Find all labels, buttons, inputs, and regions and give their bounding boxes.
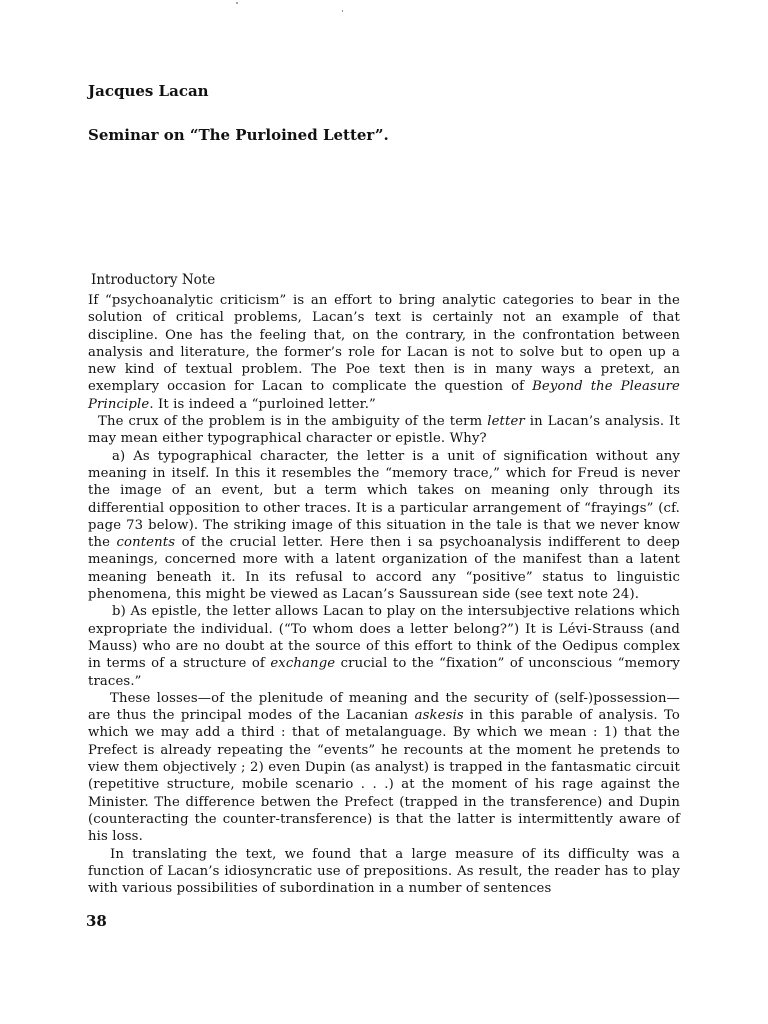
text-run: b) As epistle, the letter allows Lacan to play on the intersubjective relations which expropriate the individual. (“To whom does a letter belong?”) It is Lévi-Strauss (and Mauss) who are no doubt at the source of this effort to think of the Oedipus complex in terms of a structure of [88,604,680,672]
page-number: 38 [86,912,107,930]
italic-term: contents [116,535,176,551]
text-run: These losses—of the plenitude of meaning and the security of (self-)possession—are thus the principal modes of the Lacanian [88,690,680,724]
text-run: of the crucial letter. Here then i sa psychoanalysis indifferent to deep meanings, concerned more with a latent organization of the manifest than a latent meaning beneath it. In its refusal to accord any “positive” status to linguistic phenomena, this might be viewed as Lacan’s Saussurean side (see text note 24). [88,535,681,603]
section-heading: Introductory Note [91,272,216,288]
introductory-note [88,270,680,897]
text-run: crucial to the “fixation” of unconscious “memory traces.” [88,656,680,689]
body-paragraph [88,448,680,604]
italic-term: askesis [414,708,464,724]
body-paragraph [88,292,680,413]
body-paragraph [88,690,680,846]
italic-term: letter [487,414,525,430]
note-body [88,292,680,897]
italic-term: exchange [270,656,336,672]
author-name: Jacques Lacan [88,82,209,100]
text-run: In translating the text, we found that a large measure of its difficulty was a function of Lacan’s idiosyncratic use of prepositions. As result, the reader has to play with various possibilities of subordination in a number of sentences [88,846,680,897]
article-title: Seminar on “The Purloined Letter”. [88,126,389,144]
text-run: If “psychoanalytic criticism” is an effort to bring analytic categories to bear in the solution of critical problems, Lacan’s text is certainly not an example of that discipline. One has the feeling that, on the contrary, in the confrontation between analysis and literature, the former’s role for Lacan is not to solve but to open up a new kind of textual problem. The Poe text then is in many ways a pretext, an exemplary occasion for Lacan to complicate the question of [88,293,680,395]
scan-speck [236,2,238,4]
text-run: in this parable of analysis. To which we may add a third : that of metalanguage. By which we mean : 1) that the Prefect is already repeating the “events” he recounts at the moment he pretends to view them objectively ; 2) even Dupin (as analyst) is trapped in the fantasmatic circuit (repetitive structure, mobile scenario . . .) at the moment of his rage against the Minister. The difference betwen the Prefect (trapped in the transference) and Dupin (counteracting the counter-transference) is that the latter is intermittently aware of his loss. [88,708,680,845]
body-paragraph [88,603,680,689]
text-run: in Lacan’s analysis. It may mean either typographical character or epistle. Why? [88,414,680,447]
italic-term: Beyond the Pleasure Principle [88,379,680,412]
body-paragraph [88,413,680,448]
article-header [88,80,680,146]
text-run: a) As typographical character, the letter is a unit of signification without any meaning in itself. In this it resembles the “memory trace,” which for Freud is never the image of an event, but a term which takes on meaning only through its differential opposition to other traces. It is a particular arrangement of “frayings” (cf. page 73 below). The striking image of this situation in the tale is that we never know the [88,448,680,551]
body-paragraph [88,846,680,898]
text-run: . It is indeed a “purloined letter.” [149,396,376,412]
scan-speck [342,10,343,12]
text-run: The crux of the problem is in the ambiguity of the term [98,414,488,430]
